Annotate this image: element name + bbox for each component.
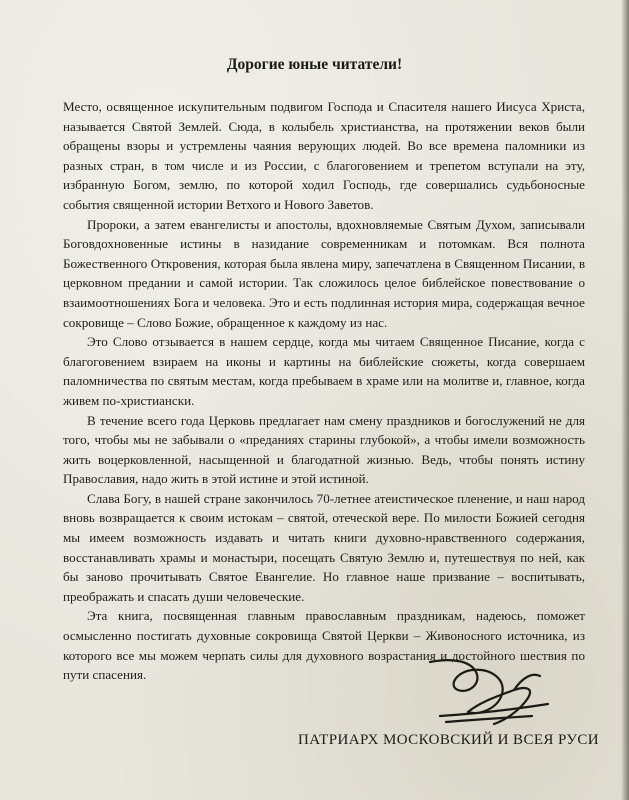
- letter-body: [63, 97, 585, 685]
- letter-paragraph: Пророки, а затем евангелисты и апостолы, вдохновляемые Святым Духом, записывали Боговдохновенные истины в назидание современникам и потомкам. Вся полнота Божественного Откровения, которая была явлена миру, запечатлена в Священном Писании, в церковном предании и самой истории. Так сложилось целое библейское повествование о взаимоотношениях Бога и человека. Это и есть подлинная история мира, содержащая вечное сокровище – Слово Божие, обращенное к каждому из нас.: [63, 216, 585, 330]
- signoff: ПАТРИАРХ МОСКОВСКИЙ И ВСЕЯ РУСИ: [298, 732, 599, 748]
- letter-paragraph: Эта книга, посвященная главным православным праздникам, надеюсь, поможет осмысленно постигать духовные сокровища Святой Церкви – Живоносного источника, из которого все мы можем черпать силы для духовного возрастания и достойного шествия по пути спасения.: [63, 608, 585, 683]
- handwritten-signature: [410, 650, 560, 735]
- letter-paragraph: Место, освященное искупительным подвигом Господа и Спасителя нашего Иисуса Христа, называется Святой Землей. Сюда, в колыбель христианства, на протяжении веков были обращены взоры и устремлены чаяния верующих людей. Во все времена паломники из разных стран, в том числе и из России, с благоговением и трепетом вступали на эту, избранную Богом, землю, по которой ходил Господь, где совершались судьбоносные события священной истории Ветхого и Нового Заветов.: [63, 99, 585, 212]
- letter-paragraph: Слава Богу, в нашей стране закончилось 70-летнее атеистическое пленение, и наш народ вновь возвращается к своим истокам – святой, отеческой вере. По милости Божией сегодня мы имеем возможность издавать и читать книги духовно-нравственного содержания, восстанавливать храмы и монастыри, посещать Святую Землю и, путешествуя по ней, как бы заново прочитывать Святое Евангелие. Но главное наше призвание – воспитывать, преображать и спасать души человеческие.: [63, 490, 585, 604]
- letter-paragraph: В течение всего года Церковь предлагает нам смену праздников и богослужений не для того, чтобы мы не забывали о «преданиях старины глубокой», а чтобы имели возможность жить воцерковленной, насыщенной и благодатной жизнью. Ведь, чтобы понять истину Православия, надо жить в этой истине и этой истиной.: [63, 412, 585, 487]
- letter-title: Дорогие юные читатели!: [226, 56, 403, 73]
- letter-paragraph: Это Слово отзывается в нашем сердце, когда мы читаем Священное Писание, когда с благоговением взираем на иконы и картины на библейские сюжеты, когда совершаем паломничества по святым местам, когда пребываем в храме или на молитве и, главное, когда живем по-христиански.: [63, 334, 585, 408]
